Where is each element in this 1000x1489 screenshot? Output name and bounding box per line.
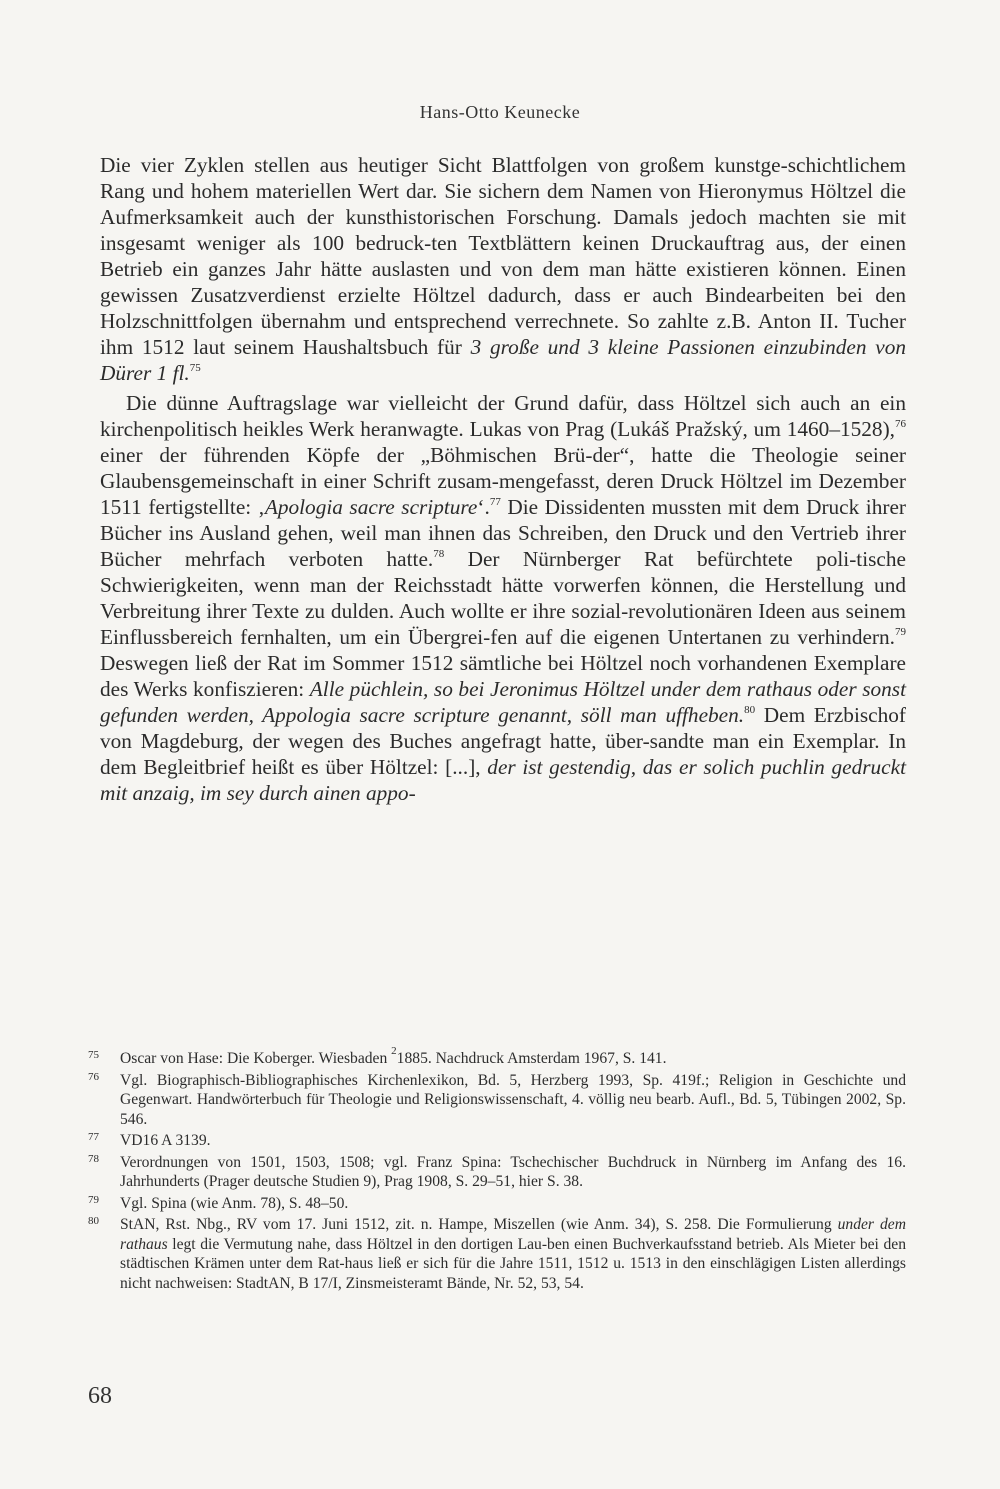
footnote-75: [88, 1045, 906, 1069]
footnote-number: 76: [88, 1070, 99, 1083]
footnote-text: StAN, Rst. Nbg., RV vom 17. Juni 1512, zit. n. Hampe, Miszellen (wie Anm. 34), S. 258. Die Formulierung under dem rathaus legt die Vermutung nahe, dass Höltzel in den dortigen Lau-ben einen Buchverkaufsstand betrieb. Als Mieter bei den städtischen Krämen unter dem Rat-haus ließ er sich für die Jahre 1511, 1512 u. 1513 in den einschlägigen Listen allerdings nicht nachweisen: StadtAN, B 17/I, Zinsmeisteramt Bände, Nr. 52, 53, 54.: [120, 1216, 906, 1292]
quote-passionen: 3 große und 3 kleine Passionen einzubinden von Dürer 1 fl.: [100, 335, 906, 385]
footnote-78: [88, 1153, 906, 1192]
footnote-ref-80[interactable]: 80: [744, 704, 756, 716]
footnote-text: VD16 A 3139.: [120, 1132, 211, 1149]
quote-confiscation: Alle püchlein, so bei Jeronimus Höltzel under dem rathaus oder sonst gefunden werden, Appologia sacre scripture genannt, söll man uffheben.: [100, 677, 907, 727]
running-header-author: Hans-Otto Keunecke: [419, 102, 581, 122]
footnote-number: 80: [88, 1215, 99, 1227]
footnote-text: Vgl. Biographisch-Bibliographisches Kirchenlexikon, Bd. 5, Herzberg 1993, Sp. 419f.; Religion in Geschichte und Gegenwart. Handwörterbuch für Theologie und Religionswissenschaft, 4. völlig neu bearb. Aufl., Bd. 5, Tübingen 2002, Sp. 546.: [120, 1071, 906, 1128]
footnote-ref-77[interactable]: 77: [489, 496, 501, 508]
footnote-ref-78[interactable]: 78: [433, 548, 445, 560]
page-number: 68: [88, 1383, 112, 1409]
footnote-ref-79[interactable]: 79: [895, 626, 906, 638]
title-apologia: Apologia sacre scripture: [264, 495, 478, 519]
footnote-ref-75[interactable]: 75: [189, 362, 201, 374]
footnote-number: 75: [88, 1049, 99, 1061]
paragraph-1: Die vier Zyklen stellen aus heutiger Sicht Blattfolgen von großem kunstge-schichtlichem Rang und hohem materiellen Wert dar. Sie sichern dem Namen von Hieronymus Höltzel die Aufmerksamkeit auch der kunsthistorischen Forschung. Damals jedoch machten sie mit insgesamt weniger als 100 bedruck-ten Textblättern keinen Druckauftrag aus, der einen Betrieb ein ganzes Jahr hätte auslasten und von dem man hätte existieren können. Einen gewissen Zusatzverdienst erzielte Höltzel dadurch, dass er auch Bindearbeiten bei den Holzschnittfolgen übernahm und entsprechend verrechnete. So zahlte z.B. Anton II. Tucher ihm 1512 laut seinem Haushaltsbuch für 3 große und 3 kleine Passionen einzubinden von Dürer 1 fl.$^{75}$: [100, 153, 906, 385]
footnote-76: [88, 1071, 906, 1130]
footnotes: [88, 1045, 906, 1295]
footnote-text: Verordnungen von 1501, 1503, 1508; vgl. Franz Spina: Tschechischer Buchdruck in Nürnberg im Anfang des 16. Jahrhunderts (Prager deutsche Studien 9), Prag 1908, S. 29–51, hier S. 38.: [120, 1153, 906, 1190]
footnote-number: 79: [88, 1193, 99, 1206]
footnote-number: 78: [88, 1152, 99, 1165]
footnote-77: [88, 1131, 906, 1151]
footnote-text: Oscar von Hase: Die Koberger. Wiesbaden $^2$1885. Nachdruck Amsterdam 1967, S. 141.: [120, 1045, 667, 1067]
paragraph-2: Die dünne Auftragslage war vielleicht der Grund dafür, dass Höltzel sich auch an ein kirchenpolitisch heikles Werk heranwagte. Lukas von Prag (Lukáš Pražský, um 1460–1528),$^{76}$ einer der führenden Köpfe der „Böhmischen Brü-der“, hatte die Theologie seiner Glaubensgemeinschaft in einer Schrift zusam-mengefasst, deren Druck Höltzel im Dezember 1511 fertigstellte: ‚Apologia sacre scripture‘.$^{77}$ Die Dissidenten mussten mit dem Druck ihrer Bücher ins Ausland gehen, weil man ihnen das Schreiben, den Druck und den Vertrieb ihrer Bücher mehrfach verboten hatte.$^{78}$ Der Nürnberger Rat befürchtete poli-tische Schwierigkeiten, wenn man der Reichsstadt hätte vorwerfen können, die Herstellung und Verbreitung ihrer Texte zu dulden. Auch wollte er ihre sozial-revolutionären Ideen aus seinem Einflussbereich fernhalten, um ein Übergrei-fen auf die eigenen Untertanen zu verhindern.$^{79}$ Deswegen ließ der Rat im Sommer 1512 sämtliche bei Höltzel noch vorhandenen Exemplare des Werks konfiszieren: Alle püchlein, so bei Jeronimus Höltzel under dem rathaus oder sonst gefunden werden, Appologia sacre scripture genannt, söll man uffheben.$^{80}$ Dem Erzbischof von Magdeburg, der wegen des Buches angefragt hatte, über-sandte man ein Exemplar. In dem Begleitbrief heißt es über Höltzel: [...], der ist gestendig, das er solich puchlin gedruckt mit anzaig, im sey durch ainen appo-: [100, 391, 907, 805]
footnote-79: [88, 1194, 906, 1214]
footnote-text: Vgl. Spina (wie Anm. 78), S. 48–50.: [120, 1194, 349, 1212]
footnote-number: 77: [88, 1131, 99, 1143]
footnote-ref-76[interactable]: 76: [895, 418, 906, 430]
quote-letter: der ist gestendig, das er solich puchlin gedruckt mit anzaig, im sey durch ainen appo-: [100, 755, 906, 805]
main-text: [100, 152, 906, 806]
footnote-80: [88, 1215, 906, 1293]
